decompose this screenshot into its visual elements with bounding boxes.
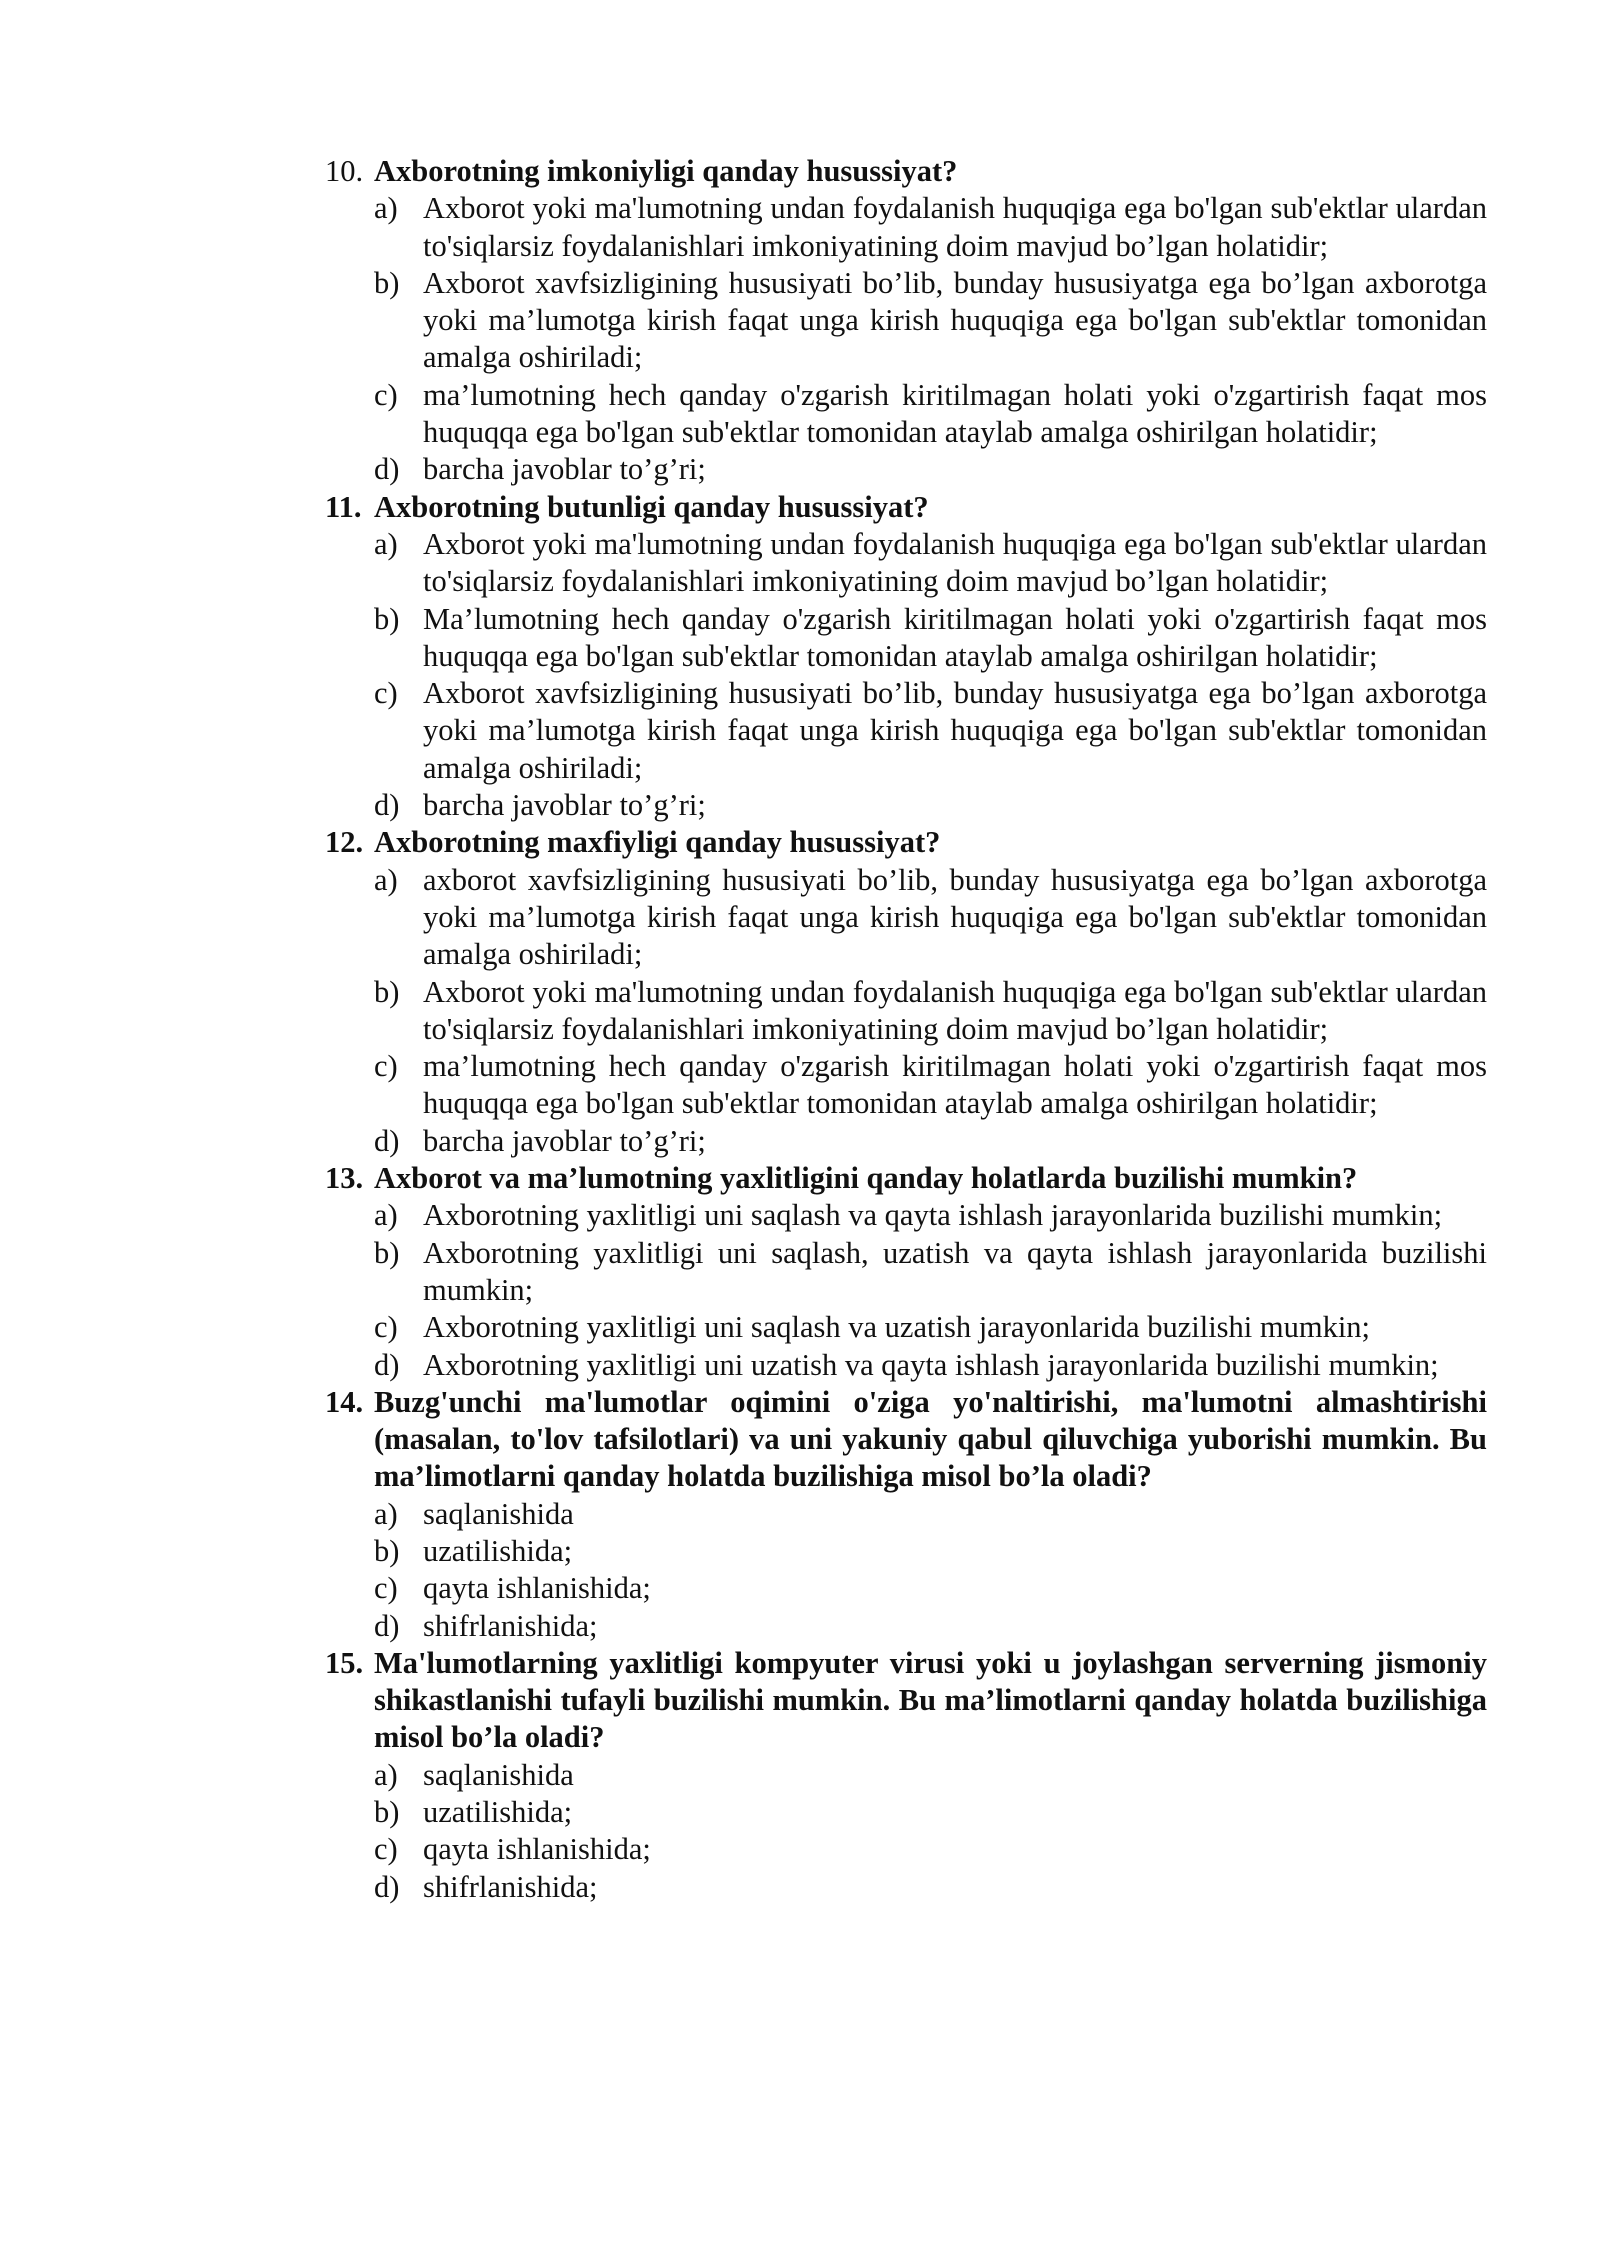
option-letter: d) [374,1869,400,1904]
question-number: 10. [325,154,364,188]
option-text: Axborot xavfsizligining hususiyati bo’lib, bunday hususiyatga ega bo’lgan axborotga yoki ma’lumotga kirish faqat unga kirish huquqiga ega bo'lgan sub'ektlar tomonidan amalga oshiriladi; [423,265,1487,375]
option-text: shifrlanishida; [423,1869,598,1904]
answer-option-a [325,526,1487,601]
question-text: Axborot va ma’lumotning yaxlitligini qanday holatlarda buzilishi mumkin? [374,1161,1358,1196]
option-text: Axborotning yaxlitligi uni saqlash va qayta ishlash jarayonlarida buzilishi mumkin; [423,1198,1443,1233]
option-text: qayta ishlanishida; [423,1571,651,1606]
option-text: Axborotning yaxlitligi uni saqlash, uzatish va qayta ishlash jarayonlarida buzilishi mumkin; [423,1235,1487,1307]
option-letter: c) [374,377,398,412]
answer-option-b [325,1794,1487,1831]
option-text: Axborot yoki ma'lumotning undan foydalanish huquqiga ega bo'lgan sub'ektlar ulardan to'siqlarsiz foydalanishlari imkoniyatining doim mavjud bo’lgan holatidir; [423,974,1487,1046]
option-text: saqlanishida [423,1757,574,1792]
option-letter: c) [374,1571,398,1606]
question-heading [325,1384,1487,1496]
question-heading [325,824,1487,861]
question-number: 15. [325,1645,364,1680]
option-text: Axborot xavfsizligining hususiyati bo’lib, bunday hususiyatga ega bo’lgan axborotga yoki ma’lumotga kirish faqat unga kirish huquqiga ega bo'lgan sub'ektlar tomonidan amalga oshiriladi; [423,676,1487,785]
question-heading [325,489,1487,526]
answer-options [325,190,1487,488]
question-number: 12. [325,825,364,860]
question-text: Axborotning imkoniyligi qanday husussiyat? [374,154,958,188]
answer-option-b [325,265,1487,377]
option-letter: b) [374,1235,400,1270]
option-letter: a) [374,191,398,226]
question-14 [325,1384,1487,1645]
question-10 [325,153,1487,489]
option-text: shifrlanishida; [423,1608,598,1643]
option-text: Axborot yoki ma'lumotning undan foydalanish huquqiga ega bo'lgan sub'ektlar ulardan to'siqlarsiz foydalanishlari imkoniyatining doim mavjud bo’lgan holatidir; [423,191,1487,263]
option-letter: c) [374,1049,398,1084]
option-text: barcha javoblar to’g’ri; [423,1123,706,1158]
option-letter: a) [374,526,398,561]
option-text: uzatilishida; [423,1795,573,1830]
option-letter: a) [374,862,398,897]
option-letter: a) [374,1757,398,1792]
option-letter: b) [374,265,400,300]
answer-options [325,1496,1487,1645]
question-text: Axborotning maxfiyligi qanday husussiyat? [374,825,941,860]
answer-option-c [325,1309,1487,1346]
question-text: Axborotning butunligi qanday husussiyat? [374,489,929,524]
answer-option-d [325,1347,1487,1384]
option-text: Ma’lumotning hech qanday o'zgarish kiritilmagan holati yoki o'zgartirish faqat mos huquqqa ega bo'lgan sub'ektlar tomonidan ataylab amalga oshirilgan holatidir; [423,601,1487,673]
answer-options [325,1197,1487,1383]
option-letter: b) [374,974,400,1009]
question-number: 14. [325,1384,364,1419]
option-letter: d) [374,452,400,487]
answer-option-a [325,1757,1487,1794]
option-letter: b) [374,601,400,636]
option-text: axborot xavfsizligining hususiyati bo’lib, bunday hususiyatga ega bo’lgan axborotga yoki ma’lumotga kirish faqat unga kirish huquqiga ega bo'lgan sub'ektlar tomonidan amalga oshiriladi; [423,862,1487,972]
answer-option-b [325,1235,1487,1310]
answer-option-d [325,1123,1487,1160]
question-heading [325,1160,1487,1197]
option-letter: c) [374,676,398,711]
answer-option-a [325,1496,1487,1533]
answer-option-c [325,675,1487,787]
option-text: saqlanishida [423,1496,574,1531]
question-15 [325,1645,1487,1906]
question-number: 11. [325,489,362,524]
question-list [325,153,1487,1906]
option-letter: d) [374,1123,400,1158]
option-text: barcha javoblar to’g’ri; [423,788,706,823]
option-letter: c) [374,1310,398,1345]
answer-option-b [325,1533,1487,1570]
question-heading [325,153,1487,190]
answer-option-c [325,1831,1487,1868]
answer-option-a [325,862,1487,974]
answer-option-a [325,1197,1487,1234]
option-text: barcha javoblar to’g’ri; [423,452,706,487]
option-letter: a) [374,1198,398,1233]
question-text: Buzg'unchi ma'lumotlar oqimini o'ziga yo'naltirishi, ma'lumotni almashtirishi (masalan, to'lov tafsilotlari) va uni yakuniy qabul qiluvchiga yuborishi mumkin. Bu ma’limotlarni qanday holatda buzilishiga misol bo’la oladi? [374,1384,1487,1494]
option-letter: d) [374,1347,400,1382]
option-text: Axborotning yaxlitligi uni uzatish va qayta ishlash jarayonlarida buzilishi mumkin; [423,1347,1439,1382]
option-text: ma’lumotning hech qanday o'zgarish kiritilmagan holati yoki o'zgartirish faqat mos huquqqa ega bo'lgan sub'ektlar tomonidan ataylab amalga oshirilgan holatidir; [423,1049,1487,1121]
question-heading [325,1645,1487,1757]
answer-option-d [325,451,1487,488]
question-12 [325,824,1487,1160]
answer-option-b [325,601,1487,676]
question-number: 13. [325,1161,364,1196]
option-text: qayta ishlanishida; [423,1832,651,1867]
option-text: uzatilishida; [423,1533,573,1568]
option-letter: b) [374,1795,400,1830]
answer-option-c [325,1570,1487,1607]
answer-options [325,862,1487,1160]
option-text: Axborotning yaxlitligi uni saqlash va uzatish jarayonlarida buzilishi mumkin; [423,1310,1371,1345]
option-text: Axborot yoki ma'lumotning undan foydalanish huquqiga ega bo'lgan sub'ektlar ulardan to'siqlarsiz foydalanishlari imkoniyatining doim mavjud bo’lgan holatidir; [423,526,1487,599]
answer-option-d [325,787,1487,824]
option-text: ma’lumotning hech qanday o'zgarish kiritilmagan holati yoki o'zgartirish faqat mos huquqqa ega bo'lgan sub'ektlar tomonidan ataylab amalga oshirilgan holatidir; [423,377,1487,450]
question-11 [325,489,1487,825]
answer-option-c [325,1048,1487,1123]
answer-option-c [325,377,1487,452]
answer-options [325,526,1487,824]
answer-options [325,1757,1487,1906]
answer-option-d [325,1869,1487,1906]
option-letter: b) [374,1533,400,1568]
option-letter: d) [374,1608,400,1643]
answer-option-d [325,1608,1487,1645]
option-letter: d) [374,788,400,823]
answer-option-a [325,190,1487,265]
option-letter: a) [374,1496,398,1531]
question-text: Ma'lumotlarning yaxlitligi kompyuter virusi yoki u joylashgan serverning jismoniy shikastlanishi tufayli buzilishi mumkin. Bu ma’limotlarni qanday holatda buzilishiga misol bo’la oladi? [374,1645,1487,1755]
option-letter: c) [374,1832,398,1867]
question-13 [325,1160,1487,1384]
answer-option-b [325,974,1487,1049]
